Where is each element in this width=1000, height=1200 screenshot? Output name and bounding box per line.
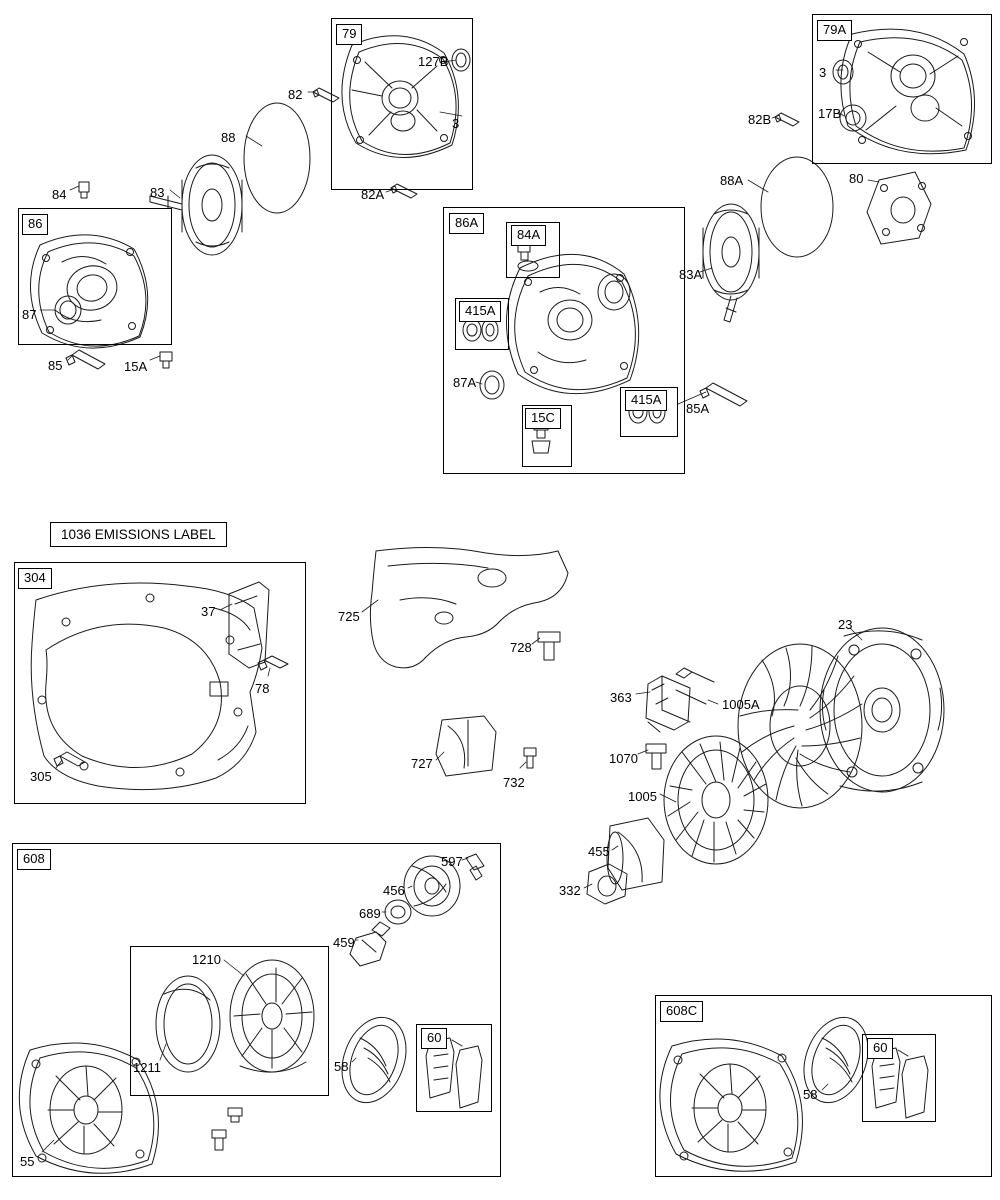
group-box-86A [443, 207, 685, 474]
emissions-label: 1036 EMISSIONS LABEL [50, 522, 227, 547]
callout-3-b: 3 [819, 65, 827, 80]
part-37-bracket [229, 582, 269, 668]
callout-415A-right: 415A [625, 390, 667, 411]
part-82B-screw [775, 113, 799, 126]
callout-415A-left: 415A [459, 301, 501, 322]
callout-87A: 87A [453, 375, 477, 390]
callout-83: 83 [150, 185, 165, 200]
part-455-spacer [607, 818, 664, 890]
callout-58-right: 58 [803, 1087, 818, 1102]
part-88-gasket [244, 103, 310, 213]
callout-79A: 79A [817, 20, 852, 41]
callout-85A: 85A [686, 401, 710, 416]
callout-86A: 86A [449, 213, 484, 234]
part-79-plate [342, 36, 470, 158]
callout-1005: 1005 [628, 789, 657, 804]
callout-305: 305 [30, 769, 52, 784]
callout-88A: 88A [720, 173, 744, 188]
callout-455: 455 [588, 844, 610, 859]
callout-78: 78 [255, 681, 270, 696]
callout-608: 608 [17, 849, 51, 870]
part-305-screw [54, 752, 85, 766]
callout-84A: 84A [511, 225, 546, 246]
group-box-608 [12, 843, 501, 1177]
callout-1211: 1211 [133, 1060, 161, 1075]
part-85-bolt [66, 350, 105, 369]
callout-55: 55 [20, 1154, 35, 1169]
callout-84: 84 [52, 187, 67, 202]
group-box-608C [655, 995, 992, 1177]
part-80-flange [867, 172, 931, 244]
callout-88: 88 [221, 130, 236, 145]
callout-597: 597 [441, 854, 463, 869]
part-84A-nut [518, 242, 538, 271]
callout-725: 725 [338, 609, 360, 624]
callout-456: 456 [383, 883, 405, 898]
part-82A-screw [391, 184, 417, 198]
callout-86: 86 [22, 214, 48, 235]
part-1070-bolt [646, 744, 666, 769]
part-84-nut [79, 182, 89, 198]
callout-3: 3 [452, 116, 460, 131]
callout-58: 58 [334, 1059, 349, 1074]
callout-689: 689 [359, 906, 381, 921]
part-23-fan-blades [738, 644, 862, 808]
part-415A-left-seal [463, 319, 498, 341]
part-78-screw [258, 656, 288, 670]
callout-459: 459 [333, 935, 355, 950]
part-608C-starter [660, 1039, 803, 1171]
part-83-rotor [150, 155, 242, 255]
part-87A-seal [480, 371, 504, 399]
callout-60-right: 60 [867, 1038, 893, 1059]
part-83A-rotor [703, 204, 759, 322]
callout-304: 304 [18, 568, 52, 589]
part-363-armature [646, 668, 714, 732]
callout-17B: 17B [818, 106, 842, 121]
part-79A-plate [841, 29, 975, 154]
part-86-housing [30, 235, 147, 348]
callout-732: 732 [503, 775, 525, 790]
part-332-nut [587, 864, 627, 904]
part-597-screw [466, 854, 484, 880]
callout-82: 82 [288, 87, 303, 102]
callout-82B: 82B [748, 112, 772, 127]
part-86A-housing [506, 254, 638, 393]
part-304-blower-housing [31, 583, 262, 790]
part-82-screw [313, 88, 339, 102]
callout-23: 23 [838, 617, 853, 632]
callout-15A: 15A [124, 359, 148, 374]
callout-79: 79 [336, 24, 362, 45]
callout-1005A: 1005A [722, 697, 760, 712]
callout-332: 332 [559, 883, 581, 898]
callout-87: 87 [22, 307, 37, 322]
callout-37: 37 [201, 604, 216, 619]
part-727-cover [436, 716, 496, 776]
part-3-seal-79A [833, 60, 853, 84]
part-17B-bearing [840, 105, 866, 131]
callout-83A: 83A [679, 267, 703, 282]
callout-15C: 15C [525, 408, 561, 429]
part-1211-spring [156, 976, 220, 1072]
part-23-flywheel [820, 628, 944, 792]
callout-82A: 82A [361, 187, 385, 202]
part-725-heat-shield [370, 547, 568, 667]
callout-1070: 1070 [609, 751, 638, 766]
callout-80: 80 [849, 171, 864, 186]
part-1210-pulley [230, 960, 314, 1072]
part-728-bolt [538, 632, 560, 660]
callout-608C: 608C [660, 1001, 703, 1022]
callout-727: 727 [411, 756, 433, 771]
callout-85: 85 [48, 358, 63, 373]
part-1005-fan-cup [664, 736, 768, 864]
callout-363: 363 [610, 690, 632, 705]
part-88A-gasket [761, 157, 833, 257]
part-608-fasteners [212, 1108, 242, 1150]
callout-60-left: 60 [421, 1028, 447, 1049]
callout-127B: 127B [418, 54, 449, 69]
callout-1210: 1210 [192, 952, 221, 967]
part-689-washer [385, 900, 411, 924]
part-459-pawl [350, 922, 390, 966]
callout-728: 728 [510, 640, 532, 655]
part-732-screw [524, 748, 536, 768]
part-15A-plug [160, 352, 172, 368]
